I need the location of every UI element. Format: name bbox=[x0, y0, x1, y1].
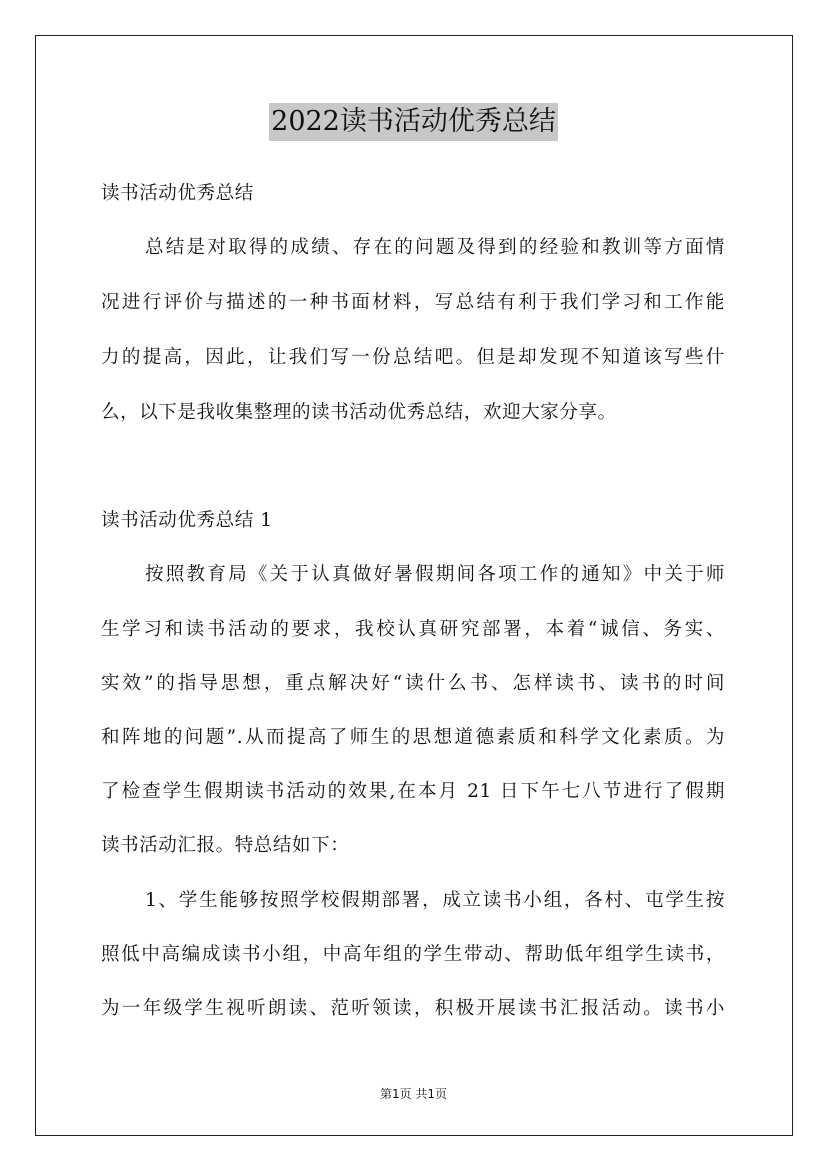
paragraph-line: 读书活动汇报。特总结如下： bbox=[101, 835, 350, 856]
intro-line: 总结是对取得的成绩、存在的问题及得到的经验和教训等方面情 bbox=[145, 237, 725, 258]
paragraph-line: 按照教育局《关于认真做好暑假期间各项工作的通知》中关于师 bbox=[145, 564, 725, 585]
paragraph-line: 和阵地的问题”.从而提高了师生的思想道德素质和科学文化素质。为 bbox=[101, 727, 725, 748]
paragraph-line: 了检查学生假期读书活动的效果,在本月 21 日下午七八节进行了假期 bbox=[101, 781, 725, 802]
paragraph-line: 生学习和读书活动的要求，我校认真研究部署，本着“诚信、务实、 bbox=[101, 619, 725, 640]
intro-line: 力的提高，因此，让我们写一份总结吧。但是却发现不知道该写些什 bbox=[101, 347, 725, 368]
page-footer: 第1页 共1页 bbox=[379, 1087, 448, 1101]
title-container bbox=[0, 103, 827, 141]
paragraph-line: 照低中高编成读书小组，中高年组的学生带动、帮助低年组学生读书， bbox=[101, 944, 725, 965]
document-title: 2022读书活动优秀总结 bbox=[269, 103, 558, 141]
section-heading: 读书活动优秀总结 bbox=[101, 183, 254, 204]
intro-line: 况进行评价与描述的一种书面材料，写总结有利于我们学习和工作能 bbox=[101, 292, 725, 313]
intro-line: 么，以下是我收集整理的读书活动优秀总结，欢迎大家分享。 bbox=[101, 402, 617, 423]
paragraph-line: 1、学生能够按照学校假期部署，成立读书小组，各村、屯学生按 bbox=[145, 890, 725, 911]
paragraph-line: 实效”的指导思想，重点解决好“读什么书、怎样读书、读书的时间 bbox=[101, 673, 725, 694]
section-heading: 读书活动优秀总结 1 bbox=[101, 510, 273, 531]
paragraph-line: 为一年级学生视听朗读、范听领读，积极开展读书汇报活动。读书小 bbox=[101, 998, 725, 1019]
